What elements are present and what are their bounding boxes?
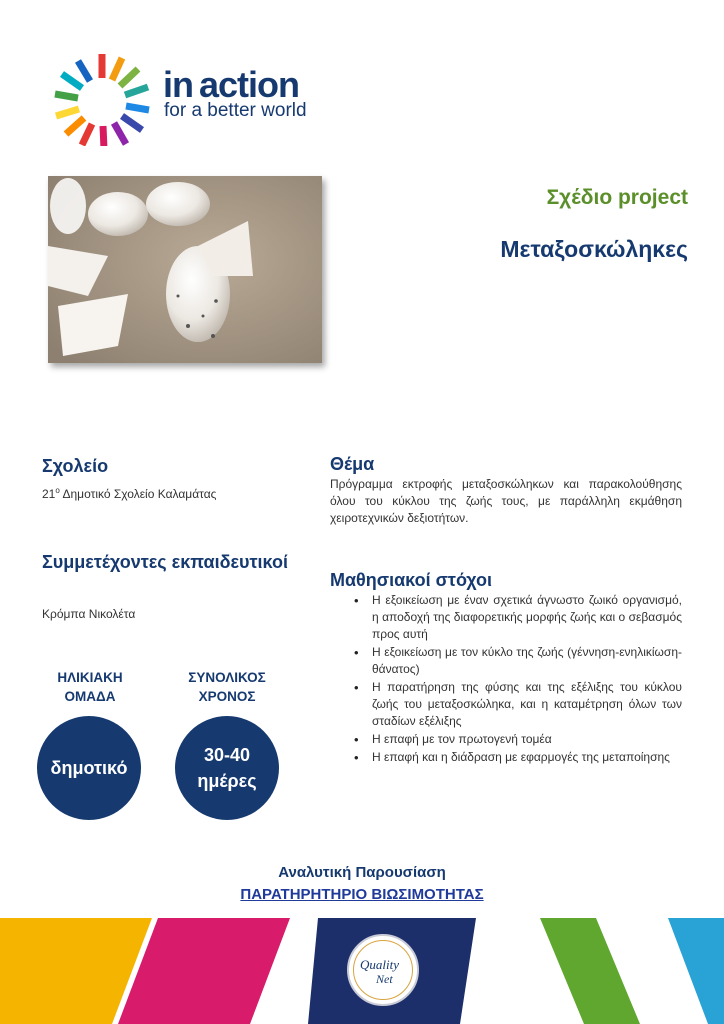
- seal-text-net: Net: [376, 972, 393, 986]
- logo-word-action: action: [199, 64, 300, 105]
- age-group-value: δημοτικό: [50, 757, 128, 778]
- goal-item: • Η εξοικείωση με έναν σχετικά άγνωστο ζωικό οργανισμό, η αποδοχή της διαφορετικής μορφής ζωής και ο σεβασμός προς αυτή: [372, 592, 682, 643]
- duration-caption-line2: ΧΡΟΝΟΣ: [198, 689, 256, 704]
- stripe-cyan: [668, 918, 724, 1024]
- theme-text: Πρόγραμμα εκτροφής μεταξοσκώληκων και παρακολούθησης όλου του κύκλου της ζωής τους, με παράλληλη εκμάθηση χειροτεχνικών δεξιοτήτων.: [330, 477, 682, 525]
- school-heading: Σχολείο: [42, 456, 109, 476]
- goals-heading: Μαθησιακοί στόχοι: [330, 570, 492, 590]
- stripe-green: [540, 918, 640, 1024]
- duration-badge: [175, 716, 279, 820]
- school-number: 21: [42, 487, 56, 501]
- seal-text-quality: Quality: [360, 957, 399, 972]
- goal-item: • Η παρατήρηση της φύσης και της εξέλιξης του κύκλου ζωής του μεταξοσκώληκα, και η καταμέτρηση όλων των σταδίων εξέλιξης: [372, 679, 682, 730]
- duration-caption: [167, 668, 287, 706]
- school-value: [42, 482, 216, 503]
- logo-tagline: for a better world: [164, 100, 307, 121]
- project-title: Μεταξοσκώληκες: [500, 236, 688, 262]
- footer-heading: Αναλυτική Παρουσίαση: [278, 864, 446, 881]
- age-group-caption: [30, 668, 150, 706]
- age-group-caption-line1: ΗΛΙΚΙΑΚΗ: [57, 670, 123, 685]
- school-name: Δημοτικό Σχολείο Καλαμάτας: [59, 487, 217, 501]
- logo-word-in: in: [163, 64, 193, 105]
- goal-item: • Η επαφή με τον πρωτογενή τομέα: [372, 731, 682, 748]
- goals-list: [330, 592, 682, 767]
- observatory-link[interactable]: ΠΑΡΑΤΗΡΗΤΗΡΙΟ ΒΙΩΣΙΜΟΤΗΤΑΣ: [240, 886, 484, 903]
- teachers-value: Κρόμπα Νικολέτα: [42, 607, 136, 621]
- duration-value-line2: ημέρες: [197, 771, 257, 791]
- age-group-caption-line2: ΟΜΑΔΑ: [64, 689, 116, 704]
- school-ordinal: ο: [55, 486, 60, 495]
- teachers-heading: Συμμετέχοντες εκπαιδευτικοί: [42, 552, 288, 572]
- project-label: Σχέδιο project: [546, 186, 688, 209]
- theme-heading: Θέμα: [330, 454, 375, 474]
- age-group-badge: [37, 716, 141, 820]
- goal-item: • Η εξοικείωση με τον κύκλο της ζωής (γέννηση-ενηλικίωση-θάνατος): [372, 644, 682, 678]
- qualitynet-seal: [347, 934, 419, 1006]
- sunburst-logo-icon: [40, 36, 170, 146]
- duration-value-line1: 30-40: [203, 745, 251, 765]
- duration-caption-line1: ΣΥΝΟΛΙΚΟΣ: [188, 670, 266, 685]
- goal-item: • Η επαφή και η διάδραση με εφαρμογές της μεταποίησης: [372, 749, 682, 766]
- silkworm-cocoons-photo: [48, 176, 322, 363]
